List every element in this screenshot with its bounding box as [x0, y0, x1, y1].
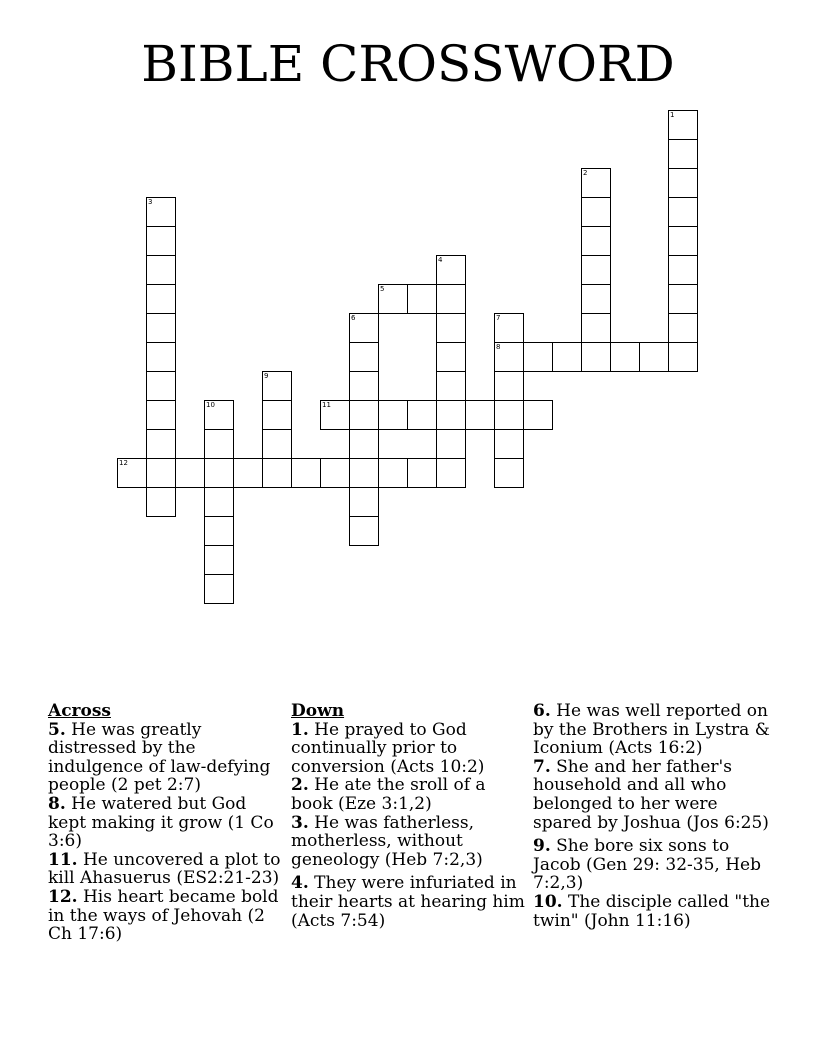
cell-number: 6 [351, 314, 356, 322]
grid-cell[interactable] [146, 255, 176, 285]
grid-cell[interactable] [494, 458, 524, 488]
grid-cell[interactable] [581, 197, 611, 227]
grid-cell[interactable] [378, 400, 408, 430]
grid-cell[interactable] [523, 400, 553, 430]
clue-down-10: 10. The disciple called "the twin" (John 11:16) [533, 891, 771, 931]
cell-number: 2 [583, 169, 588, 177]
grid-cell[interactable] [146, 458, 176, 488]
clue-across-5: 5. He was greatly distressed by the indulgence of law-defying people (2 pet 2:7) [48, 719, 271, 796]
grid-cell[interactable] [581, 313, 611, 343]
grid-cell[interactable] [668, 197, 698, 227]
grid-cell[interactable] [436, 458, 466, 488]
grid-cell[interactable] [494, 342, 524, 372]
grid-cell[interactable] [581, 168, 611, 198]
grid-cell[interactable] [204, 458, 234, 488]
grid-cell[interactable] [262, 429, 292, 459]
grid-cell[interactable] [204, 545, 234, 575]
grid-cell[interactable] [349, 429, 379, 459]
clue-down-1: 1. He prayed to God continually prior to conversion (Acts 10:2) [291, 719, 485, 777]
puzzle-title: BIBLE CROSSWORD [141, 35, 675, 93]
grid-cell[interactable] [262, 458, 292, 488]
clue-down-7: 7. She and her father's household and all who belonged to her were spared by Joshua (Jos 6:25) [533, 756, 769, 833]
grid-cell[interactable] [436, 255, 466, 285]
grid-cell[interactable] [436, 342, 466, 372]
grid-cell[interactable] [436, 429, 466, 459]
grid-cell[interactable] [233, 458, 263, 488]
grid-cell[interactable] [465, 400, 495, 430]
grid-cell[interactable] [668, 255, 698, 285]
cell-number: 1 [670, 111, 675, 119]
clue-across-12: 12. His heart became bold in the ways of Jehovah (2 Ch 17:6) [48, 886, 279, 945]
grid-cell[interactable] [494, 371, 524, 401]
grid-cell[interactable] [436, 313, 466, 343]
across-heading: Across [48, 701, 111, 721]
grid-cell[interactable] [581, 284, 611, 314]
grid-cell[interactable] [204, 400, 234, 430]
grid-cell[interactable] [204, 487, 234, 517]
grid-cell[interactable] [552, 342, 582, 372]
grid-cell[interactable] [494, 429, 524, 459]
grid-cell[interactable] [668, 110, 698, 140]
cell-number: 7 [496, 314, 501, 322]
grid-cell[interactable] [407, 458, 437, 488]
clue-down-2: 2. He ate the sroll of a book (Eze 3:1,2) [291, 775, 486, 814]
grid-cell[interactable] [581, 226, 611, 256]
grid-cell[interactable] [668, 168, 698, 198]
cell-number: 3 [148, 198, 153, 206]
clue-down-3: 3. He was fatherless, motherless, without geneology (Heb 7:2,3) [291, 812, 483, 870]
grid-cell[interactable] [378, 458, 408, 488]
cell-number: 8 [496, 343, 501, 351]
grid-cell[interactable] [204, 516, 234, 546]
clues-column-2 [291, 702, 527, 930]
grid-cell[interactable] [146, 284, 176, 314]
grid-cell[interactable] [436, 400, 466, 430]
cell-number: 4 [438, 256, 443, 264]
cell-number: 10 [206, 401, 215, 409]
grid-cell[interactable] [146, 429, 176, 459]
grid-cell[interactable] [204, 574, 234, 604]
grid-cell[interactable] [407, 400, 437, 430]
grid-cell[interactable] [436, 371, 466, 401]
grid-cell[interactable] [146, 371, 176, 401]
grid-cell[interactable] [349, 487, 379, 517]
down-heading: Down [291, 701, 345, 721]
grid-cell[interactable] [494, 400, 524, 430]
grid-cell[interactable] [494, 313, 524, 343]
grid-cell[interactable] [262, 400, 292, 430]
grid-cell[interactable] [349, 313, 379, 343]
clues-column-1 [48, 702, 284, 944]
grid-cell[interactable] [581, 342, 611, 372]
grid-cell[interactable] [668, 226, 698, 256]
cell-number: 12 [119, 459, 128, 467]
grid-cell[interactable] [349, 516, 379, 546]
grid-cell[interactable] [146, 313, 176, 343]
grid-cell[interactable] [668, 342, 698, 372]
clue-down-9: 9. She bore six sons to Jacob (Gen 29: 32-35, Heb 7:2,3) [533, 836, 761, 894]
grid-cell[interactable] [668, 313, 698, 343]
clue-down-4: 4. They were infuriated in their hearts at hearing him (Acts 7:54) [291, 873, 525, 931]
cell-number: 11 [322, 401, 331, 409]
grid-cell[interactable] [349, 400, 379, 430]
grid-cell[interactable] [291, 458, 321, 488]
grid-cell[interactable] [146, 487, 176, 517]
grid-cell[interactable] [349, 371, 379, 401]
cell-number: 9 [264, 372, 269, 380]
grid-cell[interactable] [610, 342, 640, 372]
grid-cell[interactable] [146, 226, 176, 256]
clue-down-6: 6. He was well reported on by the Brothers in Lystra & Iconium (Acts 16:2) [533, 701, 770, 759]
grid-cell[interactable] [581, 255, 611, 285]
grid-cell[interactable] [407, 284, 437, 314]
clues-column-3 [533, 702, 773, 930]
clue-across-11: 11. He uncovered a plot to kill Ahasuerus (ES2:21-23) [48, 849, 281, 889]
grid-cell[interactable] [349, 458, 379, 488]
grid-cell[interactable] [204, 429, 234, 459]
grid-cell[interactable] [320, 400, 350, 430]
clue-across-8: 8. He watered but God kept making it grow (1 Co 3:6) [48, 793, 274, 852]
grid-cell[interactable] [146, 342, 176, 372]
grid-cell[interactable] [117, 458, 147, 488]
grid-cell[interactable] [262, 371, 292, 401]
cell-number: 5 [380, 285, 385, 293]
grid-cell[interactable] [668, 284, 698, 314]
grid-cell[interactable] [320, 458, 350, 488]
grid-cell[interactable] [436, 284, 466, 314]
grid-cell[interactable] [668, 139, 698, 169]
grid-cell[interactable] [349, 342, 379, 372]
grid-cell[interactable] [523, 342, 553, 372]
grid-cell[interactable] [378, 284, 408, 314]
grid-cell[interactable] [639, 342, 669, 372]
grid-cell[interactable] [175, 458, 205, 488]
grid-cell[interactable] [146, 400, 176, 430]
grid-cell[interactable] [146, 197, 176, 227]
